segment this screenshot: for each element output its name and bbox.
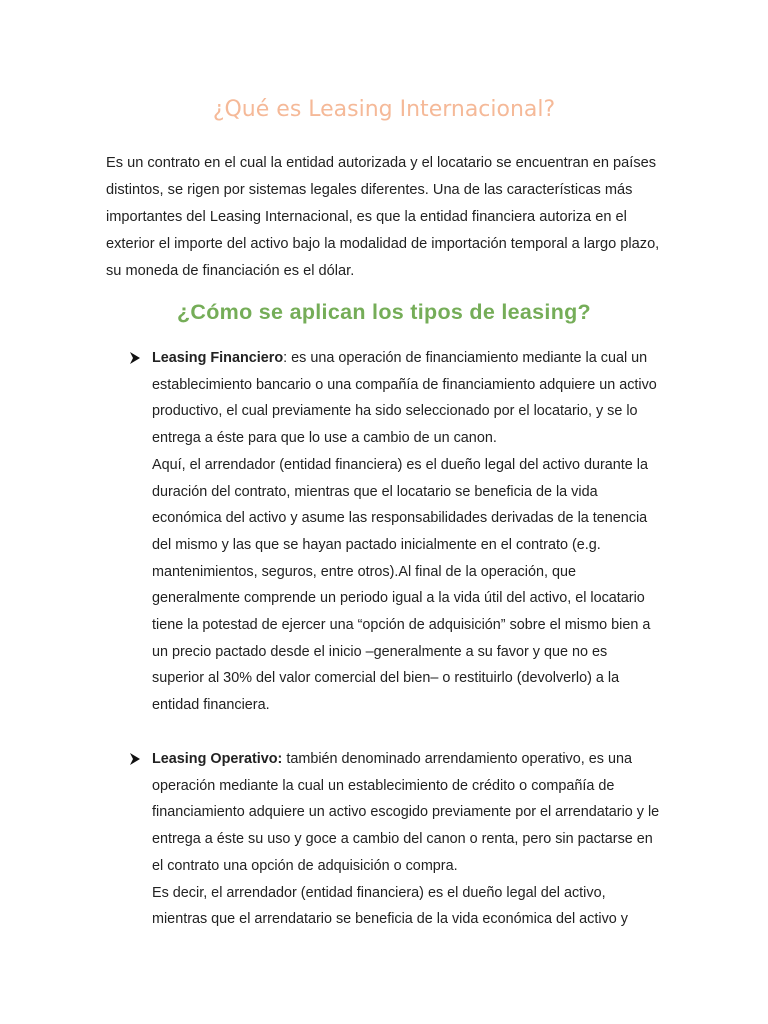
bullet-item-second-paragraph: Es decir, el arrendador (entidad financiera) es el dueño legal del activo, mientras que el arrendatario se beneficia de la vida económica del activo y: [152, 884, 628, 928]
document-title: ¿Qué es Leasing Internacional?: [212, 97, 556, 122]
bullet-item-second-paragraph: Aquí, el arrendador (entidad financiera) es el dueño legal del activo durante la duración del contrato, mientras que el locatario se beneficia de la vida económica del activo y asume las responsabilidades derivadas de la tenencia del mismo y las que se hayan pactado inicialmente en el contrato (e.g. mantenimientos, seguros, entre otros).Al final de la operación, que generalmente comprende un periodo igual a la vida útil del activo, el locatario tiene la potestad de ejercer una “opción de adquisición” sobre el mismo bien a un precio pactado desde el inicio –generalmente a su favor y que no es superior al 30% del valor comercial del bien– o restituirlo (devolverlo) a la entidad financiera.: [152, 456, 651, 714]
bullet-item-term: Leasing Operativo:: [152, 751, 283, 767]
arrowhead-bullet-icon: [129, 351, 141, 365]
bullet-item-first-paragraph: [152, 345, 662, 452]
bullet-item-description: : es una operación de financiamiento mediante la cual un establecimiento bancario o una compañía de financiamiento adquiere un activo productivo, el cual previamente ha sido seleccionado por el locatario, y se lo entrega a éste para que lo use a cambio de un canon.: [152, 350, 657, 447]
section-subtitle: ¿Cómo se aplican los tipos de leasing?: [176, 300, 591, 324]
arrowhead-bullet-icon: [129, 752, 141, 766]
bullet-item-leasing-financiero: [152, 345, 662, 719]
bullet-item-first-paragraph: [152, 746, 662, 880]
intro-paragraph: Es un contrato en el cual la entidad autorizada y el locatario se encuentran en países distintos, se rigen por sistemas legales diferentes. Una de las características más importantes del Leasing Internacional, es que la entidad financiera autoriza en el exterior el importe del activo bajo la modalidad de importación temporal a largo plazo, su moneda de financiación es el dólar.: [106, 155, 660, 279]
bullet-item-term: Leasing Financiero: [152, 350, 284, 366]
bullet-item-leasing-operativo: [152, 746, 662, 933]
bullet-item-description: también denominado arrendamiento operativo, es una operación mediante la cual un establecimiento de crédito o compañía de financiamiento adquiere un activo escogido previamente por el arrendatario y le entrega a éste su uso y goce a cambio del canon o renta, pero sin pactarse en el contrato una opción de adquisición o compra.: [152, 751, 660, 874]
